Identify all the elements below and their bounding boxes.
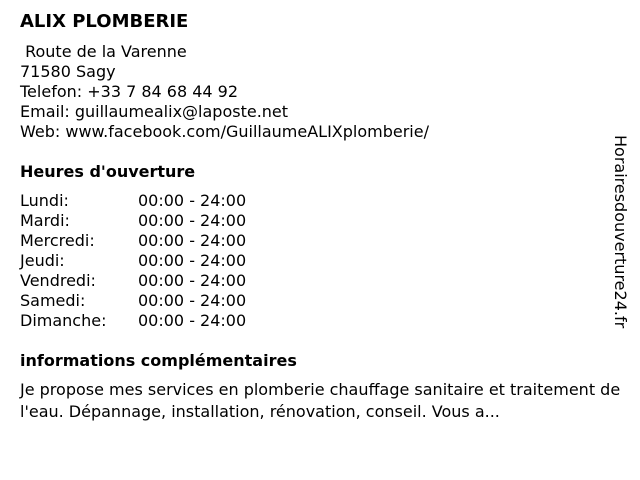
time-range: 00:00 - 24:00 [138, 291, 247, 310]
contact-block [20, 42, 620, 142]
day-label: Samedi: [20, 291, 86, 310]
address-street: Route de la Varenne [20, 42, 187, 61]
web-line: Web: www.facebook.com/GuillaumeALIXplomberie/ [20, 122, 429, 141]
day-label: Vendredi: [20, 271, 96, 290]
hours-row-monday [20, 191, 620, 211]
day-label: Lundi: [20, 191, 69, 210]
hours-row-saturday [20, 291, 620, 311]
info-heading: informations complémentaires [20, 351, 297, 370]
time-range: 00:00 - 24:00 [138, 271, 247, 290]
email-line: Email: guillaumealix@laposte.net [20, 102, 289, 121]
hours-row-wednesday [20, 231, 620, 251]
business-name: ALIX PLOMBERIE [20, 11, 189, 32]
brand-watermark: Horairesdouverture24.fr [611, 135, 630, 329]
info-description: Je propose mes services en plomberie chauffage sanitaire et traitement de l'eau. Dépannage, installation, rénovation, conseil. Vous a... [20, 380, 621, 421]
hours-heading: Heures d'ouverture [20, 162, 196, 181]
hours-row-sunday [20, 311, 620, 331]
day-label: Mardi: [20, 211, 70, 230]
hours-row-tuesday [20, 211, 620, 231]
address-city: 71580 Sagy [20, 62, 116, 81]
hours-row-thursday [20, 251, 620, 271]
hours-table [20, 191, 620, 331]
time-range: 00:00 - 24:00 [138, 191, 247, 210]
time-range: 00:00 - 24:00 [138, 251, 247, 270]
day-label: Mercredi: [20, 231, 95, 250]
phone-line: Telefon: +33 7 84 68 44 92 [20, 82, 239, 101]
time-range: 00:00 - 24:00 [138, 231, 247, 250]
time-range: 00:00 - 24:00 [138, 311, 247, 330]
day-label: Jeudi: [20, 251, 65, 270]
business-card [20, 10, 620, 423]
time-range: 00:00 - 24:00 [138, 211, 247, 230]
hours-row-friday [20, 271, 620, 291]
day-label: Dimanche: [20, 311, 107, 330]
